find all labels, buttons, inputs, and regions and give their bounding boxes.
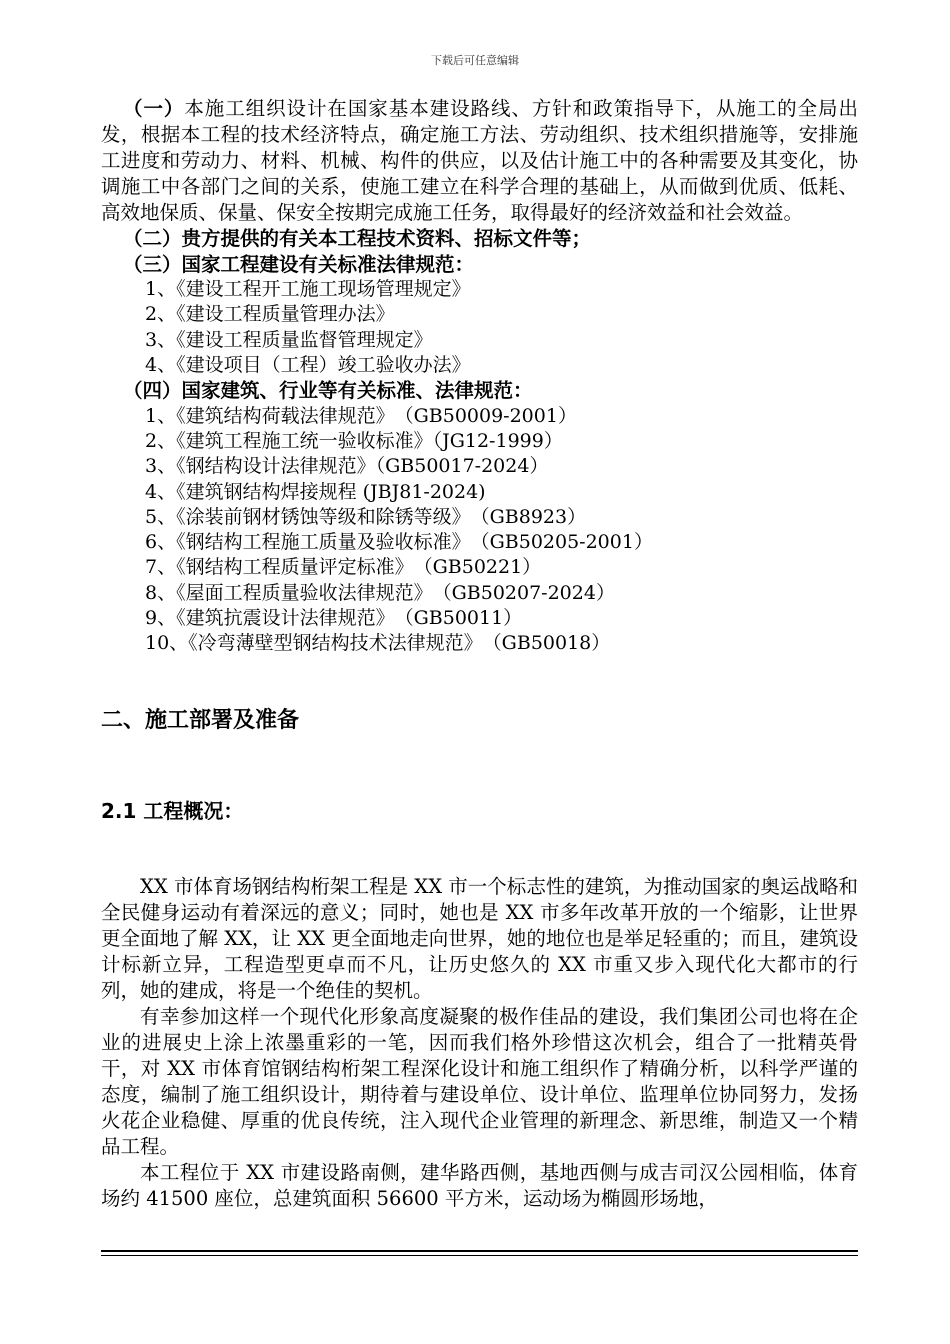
- intro-paragraph: [101, 96, 858, 226]
- list-4: [101, 404, 858, 657]
- list-item: 2、《建筑工程施工统一验收标准》（JG12-1999）: [145, 429, 563, 452]
- list-item: 4、《建设项目（工程）竣工验收办法》: [145, 353, 471, 376]
- list-item: 9、《建筑抗震设计法律规范》 （GB50011）: [145, 607, 523, 630]
- list-item: 7、《钢结构工程质量评定标准》 （GB50221）: [145, 556, 542, 579]
- list-item: 2、《建设工程质量管理办法》: [145, 303, 395, 326]
- page-header: 下载后可任意编辑: [431, 54, 519, 67]
- list-item: 6、《钢结构工程施工质量及验收标准》 （GB50205-2001）: [145, 531, 653, 554]
- footer-rule-thin: [101, 1255, 858, 1256]
- section-2-1-title: 2.1 工程概况：: [101, 799, 244, 823]
- list-item: 10、《冷弯薄壁型钢结构技术法律规范》 （GB50018）: [145, 632, 611, 655]
- overview-paragraph: 本工程位于 XX 市建设路南侧，建华路西侧，基地西侧与成吉司汉公园相临，体育场约 41500 座位，总建筑面积 56600 平方米，运动场为椭圆形场地，: [101, 1161, 858, 1210]
- overview-paragraph: XX 市体育场钢结构桁架工程是 XX 市一个标志性的建筑，为推动国家的奥运战略和全民健身运动有着深远的意义；同时，她也是 XX 市多年改革开放的一个缩影，让世界更全面地了解 XX，让 XX 更全面地走向世界，她的地位也是举足轻重的；而且，建筑设计标新立异，工程造型更卓而不凡，让历史悠久的 XX 市重又步入现代化大都市的行列，她的建成，将是一个绝佳的契机。: [101, 875, 858, 1002]
- list-item: 3、《建设工程质量监督管理规定》: [145, 328, 433, 351]
- list-item: 3、《钢结构设计法律规范》（GB50017-2024）: [145, 455, 549, 478]
- list-item: 4、《建筑钢结构焊接规程 (JBJ81-2024): [145, 480, 486, 503]
- list-item: 1、《建设工程开工施工现场管理规定》: [145, 278, 471, 300]
- intro-text: 本施工组织设计在国家基本建设路线、方针和政策指导下，从施工的全局出发，根据本工程的技术经济特点，确定施工方法、劳动组织、技术组织措施等，安排施工进度和劳动力、材料、机械、构件的供应，以及估计施工中的各种需要及其变化，协调施工中各部门之间的关系，使施工建立在科学合理的基础上，从而做到优质、低耗、高效地保质、保量、保安全按期完成施工任务，取得最好的经济效益和社会效益。: [101, 97, 858, 224]
- list-item: 1、《建筑结构荷载法律规范》 （GB50009-2001）: [145, 404, 577, 427]
- list-item: 8、《屋面工程质量验收法律规范》 （GB50207-2024）: [145, 581, 615, 604]
- item-2-heading: （二）贵方提供的有关本工程技术资料、招标文件等；: [123, 227, 592, 250]
- list-3: [101, 277, 858, 378]
- footer-rule-thick: [101, 1250, 858, 1252]
- overview-paragraph: 有幸参加这样一个现代化形象高度凝聚的极作佳品的建设，我们集团公司也将在企业的进展史上涂上浓墨重彩的一笔，因而我们格外珍惜这次机会，组合了一批精英骨干，对 XX 市体育馆钢结构桁架工程深化设计和施工组织作了精确分析，以科学严谨的态度，编制了施工组织设计，期待着与建设单位、设计单位、监理单位协同努力，发扬火花企业稳健、厚重的优良传统，注入现代企业管理的新理念、新思维，制造又一个精品工程。: [101, 1005, 858, 1158]
- section-standards: [101, 96, 858, 657]
- item-4-heading: （四）国家建筑、行业等有关标准、法律规范：: [123, 379, 533, 403]
- item-3-heading: （三）国家工程建设有关标准法律规范：: [123, 252, 475, 276]
- overview-body: [101, 874, 858, 1212]
- section-2-title: 二、施工部署及准备: [101, 708, 300, 733]
- intro-label: （一）: [123, 97, 185, 120]
- list-item: 5、《涂装前钢材锈蚀等级和除锈等级》 （GB8923）: [145, 505, 587, 528]
